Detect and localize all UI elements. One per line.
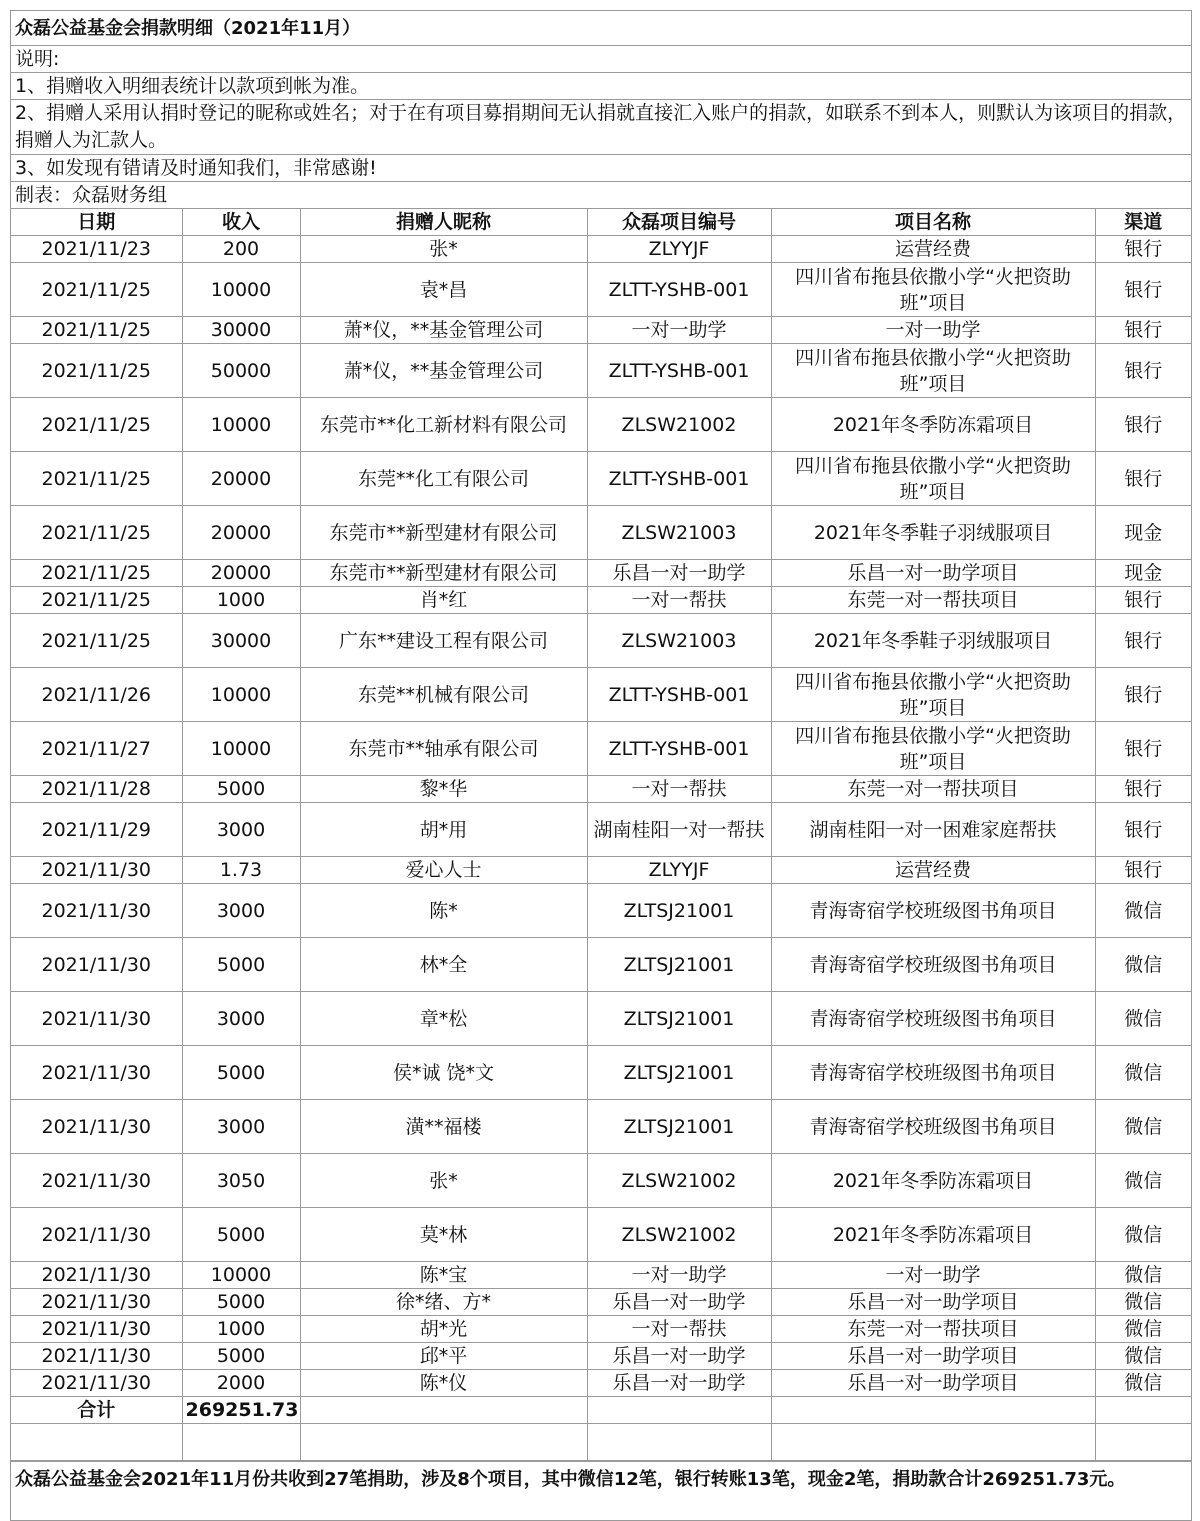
cell-project-code: ZLTSJ21001 — [587, 938, 771, 992]
cell-project-name: 四川省布拖县依撒小学“火把资助班”项目 — [771, 722, 1095, 776]
table-row — [11, 1208, 1191, 1262]
cell-project-code: ZLSW21002 — [587, 1154, 771, 1208]
cell-project-code: 乐昌一对一助学 — [587, 1370, 771, 1397]
table-row — [11, 263, 1191, 317]
cell-amount: 10000 — [182, 398, 300, 452]
cell-date: 2021/11/30 — [11, 857, 182, 884]
donation-table — [11, 209, 1191, 1461]
cell-donor: 徐*绪、方* — [300, 1289, 587, 1316]
cell-project-name: 运营经费 — [771, 857, 1095, 884]
cell-project-name: 四川省布拖县依撒小学“火把资助班”项目 — [771, 668, 1095, 722]
cell-project-code: ZLTT-YSHB-001 — [587, 344, 771, 398]
cell-donor: 胡*用 — [300, 803, 587, 857]
table-row — [11, 884, 1191, 938]
cell-date: 2021/11/30 — [11, 1316, 182, 1343]
cell-project-name: 四川省布拖县依撒小学“火把资助班”项目 — [771, 452, 1095, 506]
total-empty-cell — [771, 1397, 1095, 1424]
cell-amount: 50000 — [182, 344, 300, 398]
cell-channel: 微信 — [1095, 1100, 1191, 1154]
total-empty-cell — [300, 1397, 587, 1424]
cell-amount: 20000 — [182, 560, 300, 587]
table-row — [11, 1316, 1191, 1343]
cell-project-name: 运营经费 — [771, 236, 1095, 263]
cell-amount: 20000 — [182, 452, 300, 506]
cell-channel: 银行 — [1095, 263, 1191, 317]
cell-amount: 3000 — [182, 803, 300, 857]
cell-channel: 微信 — [1095, 1046, 1191, 1100]
cell-amount: 5000 — [182, 1343, 300, 1370]
cell-amount: 10000 — [182, 668, 300, 722]
cell-donor: 东莞市**轴承有限公司 — [300, 722, 587, 776]
blank-cell — [182, 1424, 300, 1461]
cell-amount: 5000 — [182, 938, 300, 992]
table-row — [11, 1046, 1191, 1100]
cell-channel: 现金 — [1095, 506, 1191, 560]
cell-project-name: 2021年冬季鞋子羽绒服项目 — [771, 614, 1095, 668]
cell-amount: 1000 — [182, 1316, 300, 1343]
cell-donor: 黎*华 — [300, 776, 587, 803]
cell-amount: 30000 — [182, 317, 300, 344]
cell-donor: 邱*平 — [300, 1343, 587, 1370]
cell-channel: 微信 — [1095, 1370, 1191, 1397]
note-item-3: 3、如发现有错请及时通知我们，非常感谢! — [11, 155, 1191, 182]
cell-date: 2021/11/30 — [11, 1289, 182, 1316]
cell-donor: 萧*仪，**基金管理公司 — [300, 344, 587, 398]
cell-date: 2021/11/30 — [11, 1343, 182, 1370]
cell-channel: 微信 — [1095, 1343, 1191, 1370]
table-row — [11, 803, 1191, 857]
table-header-row — [11, 209, 1191, 236]
table-row — [11, 938, 1191, 992]
cell-donor: 林*全 — [300, 938, 587, 992]
cell-project-name: 2021年冬季防冻霜项目 — [771, 1208, 1095, 1262]
cell-channel: 现金 — [1095, 560, 1191, 587]
cell-project-code: ZLYYJF — [587, 857, 771, 884]
notes-label: 说明: — [11, 46, 1191, 73]
header-date: 日期 — [11, 209, 182, 236]
cell-project-code: 一对一助学 — [587, 317, 771, 344]
cell-project-code: ZLTSJ21001 — [587, 1100, 771, 1154]
cell-project-code: 一对一助学 — [587, 1262, 771, 1289]
cell-amount: 2000 — [182, 1370, 300, 1397]
table-row — [11, 506, 1191, 560]
cell-project-code: ZLYYJF — [587, 236, 771, 263]
cell-channel: 微信 — [1095, 1289, 1191, 1316]
cell-project-code: 乐昌一对一助学 — [587, 1343, 771, 1370]
total-empty-cell — [1095, 1397, 1191, 1424]
cell-channel: 银行 — [1095, 452, 1191, 506]
cell-channel: 微信 — [1095, 938, 1191, 992]
header-amount: 收入 — [182, 209, 300, 236]
cell-amount: 30000 — [182, 614, 300, 668]
cell-project-code: ZLSW21002 — [587, 398, 771, 452]
table-row — [11, 317, 1191, 344]
cell-channel: 银行 — [1095, 776, 1191, 803]
cell-donor: 胡*光 — [300, 1316, 587, 1343]
donation-rows — [11, 236, 1191, 1397]
cell-project-code: 乐昌一对一助学 — [587, 1289, 771, 1316]
cell-project-code: 乐昌一对一助学 — [587, 560, 771, 587]
table-row — [11, 398, 1191, 452]
cell-amount: 1000 — [182, 587, 300, 614]
cell-project-name: 一对一助学 — [771, 1262, 1095, 1289]
table-row — [11, 560, 1191, 587]
table-row — [11, 587, 1191, 614]
cell-project-code: ZLTT-YSHB-001 — [587, 263, 771, 317]
cell-project-name: 湖南桂阳一对一困难家庭帮扶 — [771, 803, 1095, 857]
table-maker: 制表：众磊财务组 — [11, 182, 1191, 209]
cell-amount: 20000 — [182, 506, 300, 560]
table-row — [11, 668, 1191, 722]
cell-channel: 微信 — [1095, 992, 1191, 1046]
cell-donor: 潢**福楼 — [300, 1100, 587, 1154]
cell-channel: 银行 — [1095, 614, 1191, 668]
cell-project-name: 乐昌一对一助学项目 — [771, 1289, 1095, 1316]
cell-project-name: 四川省布拖县依撒小学“火把资助班”项目 — [771, 263, 1095, 317]
cell-donor: 广东**建设工程有限公司 — [300, 614, 587, 668]
table-row — [11, 614, 1191, 668]
cell-donor: 东莞市**新型建材有限公司 — [300, 506, 587, 560]
cell-project-name: 青海寄宿学校班级图书角项目 — [771, 884, 1095, 938]
cell-amount: 1.73 — [182, 857, 300, 884]
table-row — [11, 1100, 1191, 1154]
cell-donor: 张* — [300, 1154, 587, 1208]
cell-project-name: 四川省布拖县依撒小学“火把资助班”项目 — [771, 344, 1095, 398]
cell-date: 2021/11/30 — [11, 1100, 182, 1154]
cell-amount: 3000 — [182, 884, 300, 938]
blank-cell — [300, 1424, 587, 1461]
table-row — [11, 992, 1191, 1046]
cell-project-name: 2021年冬季防冻霜项目 — [771, 1154, 1095, 1208]
cell-amount: 3050 — [182, 1154, 300, 1208]
header-donor: 捐赠人昵称 — [300, 209, 587, 236]
cell-donor: 陈* — [300, 884, 587, 938]
summary-text: 众磊公益基金会2021年11月份共收到27笔捐助，涉及8个项目，其中微信12笔，银行转账13笔，现金2笔，捐助款合计269251.73元。 — [11, 1461, 1191, 1521]
cell-channel: 银行 — [1095, 857, 1191, 884]
blank-cell — [11, 1424, 182, 1461]
cell-donor: 萧*仪，**基金管理公司 — [300, 317, 587, 344]
cell-amount: 10000 — [182, 1262, 300, 1289]
cell-amount: 3000 — [182, 992, 300, 1046]
cell-date: 2021/11/25 — [11, 398, 182, 452]
header-project-name: 项目名称 — [771, 209, 1095, 236]
cell-project-name: 2021年冬季防冻霜项目 — [771, 398, 1095, 452]
cell-channel: 微信 — [1095, 1262, 1191, 1289]
cell-donor: 章*松 — [300, 992, 587, 1046]
blank-cell — [1095, 1424, 1191, 1461]
cell-amount: 200 — [182, 236, 300, 263]
cell-donor: 东莞市**化工新材料有限公司 — [300, 398, 587, 452]
total-row — [11, 1397, 1191, 1424]
header-channel: 渠道 — [1095, 209, 1191, 236]
note-item-2: 2、捐赠人采用认捐时登记的昵称或姓名；对于在有项目募捐期间无认捐就直接汇入账户的捐款，如联系不到本人，则默认为该项目的捐款，捐赠人为汇款人。 — [11, 100, 1191, 155]
table-row — [11, 1154, 1191, 1208]
cell-project-code: 一对一帮扶 — [587, 587, 771, 614]
table-row — [11, 1289, 1191, 1316]
cell-project-name: 一对一助学 — [771, 317, 1095, 344]
cell-channel: 银行 — [1095, 398, 1191, 452]
cell-channel: 银行 — [1095, 344, 1191, 398]
cell-date: 2021/11/26 — [11, 668, 182, 722]
cell-amount: 5000 — [182, 1289, 300, 1316]
cell-project-code: ZLTT-YSHB-001 — [587, 668, 771, 722]
table-row — [11, 1262, 1191, 1289]
cell-amount: 10000 — [182, 263, 300, 317]
cell-project-name: 青海寄宿学校班级图书角项目 — [771, 992, 1095, 1046]
table-row — [11, 236, 1191, 263]
cell-date: 2021/11/30 — [11, 1046, 182, 1100]
cell-date: 2021/11/30 — [11, 1208, 182, 1262]
cell-project-name: 青海寄宿学校班级图书角项目 — [771, 938, 1095, 992]
cell-date: 2021/11/25 — [11, 560, 182, 587]
table-row — [11, 776, 1191, 803]
cell-project-code: ZLTT-YSHB-001 — [587, 722, 771, 776]
cell-donor: 张* — [300, 236, 587, 263]
cell-donor: 莫*林 — [300, 1208, 587, 1262]
cell-donor: 袁*昌 — [300, 263, 587, 317]
cell-amount: 5000 — [182, 776, 300, 803]
total-empty-cell — [587, 1397, 771, 1424]
cell-project-name: 东莞一对一帮扶项目 — [771, 587, 1095, 614]
blank-cell — [771, 1424, 1095, 1461]
table-row — [11, 1343, 1191, 1370]
donation-sheet — [10, 10, 1192, 1521]
cell-channel: 微信 — [1095, 1154, 1191, 1208]
cell-project-name: 东莞一对一帮扶项目 — [771, 776, 1095, 803]
blank-cell — [587, 1424, 771, 1461]
cell-channel: 微信 — [1095, 1208, 1191, 1262]
cell-donor: 陈*宝 — [300, 1262, 587, 1289]
table-row — [11, 452, 1191, 506]
cell-project-code: ZLSW21003 — [587, 614, 771, 668]
cell-date: 2021/11/25 — [11, 614, 182, 668]
cell-channel: 银行 — [1095, 722, 1191, 776]
cell-project-code: 一对一帮扶 — [587, 776, 771, 803]
cell-date: 2021/11/23 — [11, 236, 182, 263]
cell-project-name: 乐昌一对一助学项目 — [771, 1370, 1095, 1397]
cell-project-name: 2021年冬季鞋子羽绒服项目 — [771, 506, 1095, 560]
cell-date: 2021/11/30 — [11, 1370, 182, 1397]
blank-row — [11, 1424, 1191, 1461]
cell-date: 2021/11/28 — [11, 776, 182, 803]
cell-project-name: 青海寄宿学校班级图书角项目 — [771, 1046, 1095, 1100]
cell-channel: 微信 — [1095, 1316, 1191, 1343]
total-label: 合计 — [11, 1397, 182, 1424]
cell-date: 2021/11/25 — [11, 452, 182, 506]
cell-donor: 东莞**机械有限公司 — [300, 668, 587, 722]
cell-project-code: ZLTSJ21001 — [587, 992, 771, 1046]
cell-project-name: 青海寄宿学校班级图书角项目 — [771, 1100, 1095, 1154]
cell-donor: 侯*诚 饶*文 — [300, 1046, 587, 1100]
cell-project-code: ZLTT-YSHB-001 — [587, 452, 771, 506]
cell-date: 2021/11/30 — [11, 1262, 182, 1289]
cell-donor: 肖*红 — [300, 587, 587, 614]
total-value: 269251.73 — [182, 1397, 300, 1424]
cell-project-code: ZLSW21003 — [587, 506, 771, 560]
cell-channel: 银行 — [1095, 236, 1191, 263]
cell-project-name: 东莞一对一帮扶项目 — [771, 1316, 1095, 1343]
cell-project-name: 乐昌一对一助学项目 — [771, 560, 1095, 587]
cell-amount: 3000 — [182, 1100, 300, 1154]
table-row — [11, 722, 1191, 776]
cell-channel: 银行 — [1095, 803, 1191, 857]
cell-date: 2021/11/25 — [11, 263, 182, 317]
cell-donor: 东莞市**新型建材有限公司 — [300, 560, 587, 587]
cell-project-code: 一对一帮扶 — [587, 1316, 771, 1343]
sheet-title: 众磊公益基金会捐款明细（2021年11月） — [11, 11, 1191, 46]
cell-amount: 5000 — [182, 1208, 300, 1262]
cell-date: 2021/11/30 — [11, 938, 182, 992]
cell-amount: 10000 — [182, 722, 300, 776]
cell-amount: 5000 — [182, 1046, 300, 1100]
cell-donor: 爱心人士 — [300, 857, 587, 884]
cell-date: 2021/11/30 — [11, 884, 182, 938]
cell-channel: 微信 — [1095, 884, 1191, 938]
cell-channel: 银行 — [1095, 668, 1191, 722]
note-item-1: 1、捐赠收入明细表统计以款项到帐为准。 — [11, 73, 1191, 100]
cell-date: 2021/11/25 — [11, 506, 182, 560]
table-row — [11, 344, 1191, 398]
cell-donor: 东莞**化工有限公司 — [300, 452, 587, 506]
cell-project-name: 乐昌一对一助学项目 — [771, 1343, 1095, 1370]
cell-date: 2021/11/25 — [11, 317, 182, 344]
cell-project-code: 湖南桂阳一对一帮扶 — [587, 803, 771, 857]
cell-donor: 陈*仪 — [300, 1370, 587, 1397]
cell-date: 2021/11/30 — [11, 992, 182, 1046]
header-project-code: 众磊项目编号 — [587, 209, 771, 236]
cell-date: 2021/11/29 — [11, 803, 182, 857]
cell-channel: 银行 — [1095, 317, 1191, 344]
cell-channel: 银行 — [1095, 587, 1191, 614]
cell-project-code: ZLTSJ21001 — [587, 1046, 771, 1100]
cell-date: 2021/11/30 — [11, 1154, 182, 1208]
table-row — [11, 857, 1191, 884]
cell-project-code: ZLSW21002 — [587, 1208, 771, 1262]
cell-date: 2021/11/25 — [11, 587, 182, 614]
table-row — [11, 1370, 1191, 1397]
cell-date: 2021/11/25 — [11, 344, 182, 398]
cell-date: 2021/11/27 — [11, 722, 182, 776]
cell-project-code: ZLTSJ21001 — [587, 884, 771, 938]
